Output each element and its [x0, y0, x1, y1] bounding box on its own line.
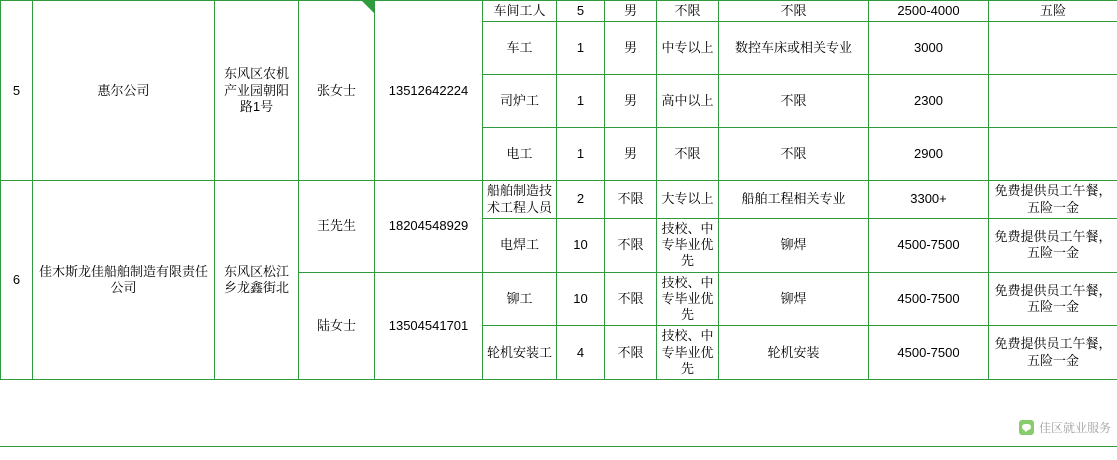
job-gender: 不限 [605, 218, 657, 272]
job-benefit: 免费提供员工午餐，五险一金 [989, 272, 1117, 326]
job-salary: 3300+ [869, 181, 989, 219]
job-benefit: 免费提供员工午餐，五险一金 [989, 326, 1117, 380]
job-major: 数控车床或相关专业 [719, 22, 869, 75]
job-education: 技校、中专毕业优先 [657, 326, 719, 380]
company-name: 惠尔公司 [33, 1, 215, 181]
job-title: 铆工 [483, 272, 557, 326]
watermark [1019, 419, 1111, 436]
job-gender: 男 [605, 22, 657, 75]
job-count: 1 [557, 22, 605, 75]
job-major: 不限 [719, 1, 869, 22]
job-salary: 2500-4000 [869, 1, 989, 22]
job-benefit [989, 22, 1117, 75]
job-salary: 4500-7500 [869, 272, 989, 326]
job-benefit: 免费提供员工午餐，五险一金 [989, 181, 1117, 219]
job-benefit [989, 128, 1117, 181]
job-major: 船舶工程相关专业 [719, 181, 869, 219]
contact-phone: 18204548929 [375, 181, 483, 272]
job-gender: 不限 [605, 326, 657, 380]
job-education: 技校、中专毕业优先 [657, 218, 719, 272]
job-gender: 男 [605, 75, 657, 128]
contact-person: 王先生 [299, 181, 375, 272]
job-title: 轮机安装工 [483, 326, 557, 380]
job-title: 司炉工 [483, 75, 557, 128]
contact-phone: 13512642224 [375, 1, 483, 181]
job-count: 1 [557, 128, 605, 181]
job-salary: 4500-7500 [869, 218, 989, 272]
job-title: 车工 [483, 22, 557, 75]
contact-phone: 13504541701 [375, 272, 483, 380]
company-name: 佳木斯龙佳船舶制造有限责任公司 [33, 181, 215, 380]
job-major: 不限 [719, 128, 869, 181]
job-education: 高中以上 [657, 75, 719, 128]
watermark-label: 佳区就业服务 [1038, 421, 1111, 435]
job-salary: 2300 [869, 75, 989, 128]
job-count: 1 [557, 75, 605, 128]
job-count: 10 [557, 272, 605, 326]
row-index: 5 [1, 1, 33, 181]
contact-person: 张女士 [299, 1, 375, 181]
job-salary: 3000 [869, 22, 989, 75]
job-education: 大专以上 [657, 181, 719, 219]
job-major: 轮机安装 [719, 326, 869, 380]
job-education: 中专以上 [657, 22, 719, 75]
job-count: 10 [557, 218, 605, 272]
job-count: 4 [557, 326, 605, 380]
table-row [1, 1, 1117, 22]
job-education: 不限 [657, 1, 719, 22]
job-gender: 不限 [605, 181, 657, 219]
job-benefit: 免费提供员工午餐，五险一金 [989, 218, 1117, 272]
job-major: 铆焊 [719, 218, 869, 272]
company-address: 东风区松江乡龙鑫街北 [215, 181, 299, 380]
sheet-bottom-edge [0, 446, 1117, 460]
job-title: 电工 [483, 128, 557, 181]
row-index: 6 [1, 181, 33, 380]
job-gender: 男 [605, 128, 657, 181]
job-education: 不限 [657, 128, 719, 181]
job-benefit [989, 75, 1117, 128]
job-title: 电焊工 [483, 218, 557, 272]
wechat-icon [1019, 420, 1034, 435]
job-benefit: 五险 [989, 1, 1117, 22]
job-title: 车间工人 [483, 1, 557, 22]
job-salary: 2900 [869, 128, 989, 181]
contact-person: 陆女士 [299, 272, 375, 380]
job-major: 铆焊 [719, 272, 869, 326]
job-title: 船舶制造技术工程人员 [483, 181, 557, 219]
job-gender: 男 [605, 1, 657, 22]
job-count: 5 [557, 1, 605, 22]
job-count: 2 [557, 181, 605, 219]
job-salary: 4500-7500 [869, 326, 989, 380]
table-row [1, 181, 1117, 219]
job-major: 不限 [719, 75, 869, 128]
job-gender: 不限 [605, 272, 657, 326]
company-address: 东风区农机产业园朝阳路1号 [215, 1, 299, 181]
job-education: 技校、中专毕业优先 [657, 272, 719, 326]
